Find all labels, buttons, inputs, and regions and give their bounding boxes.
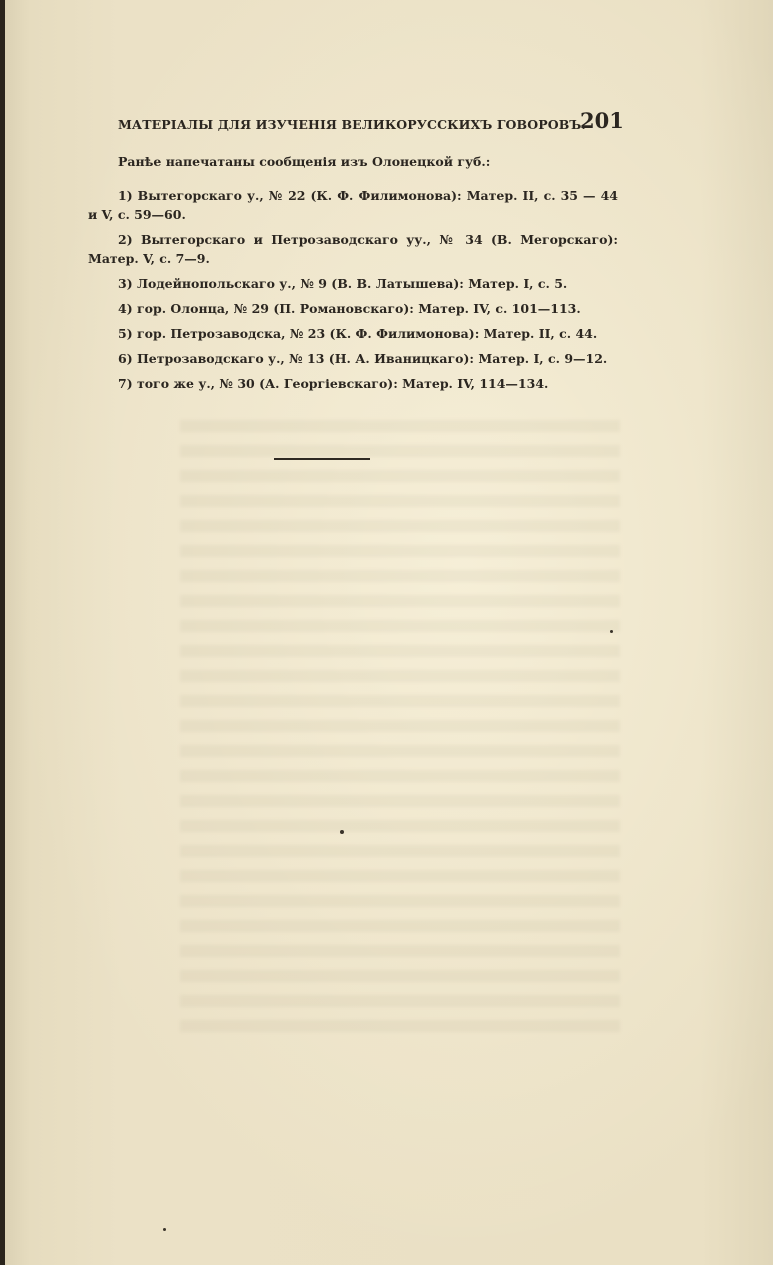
list-item: 3) Лодейнопольскаго у., № 9 (В. В. Латышева): Матер. I, с. 5. xyxy=(118,276,568,291)
list-item: 4) гор. Олонца, № 29 (П. Романовскаго): Матер. IV, с. 101—113. xyxy=(118,301,581,316)
ink-speck xyxy=(610,630,613,633)
ink-speck xyxy=(163,1228,166,1231)
running-title: МАТЕРІАЛЫ ДЛЯ ИЗУЧЕНІЯ ВЕЛИКОРУССКИХЪ ГОВОРОВЪ. xyxy=(118,117,586,132)
list-item: 6) Петрозаводскаго у., № 13 (Н. А. Иваницкаго): Матер. I, с. 9—12. xyxy=(118,351,608,366)
list-item: 7) того же у., № 30 (А. Георгіевскаго): Матер. IV, 114—134. xyxy=(118,376,549,391)
list-item: 1) Вытегорскаго у., № 22 (К. Ф. Филимонова): Матер. II, с. 35 — 44 и V, с. 59—60. xyxy=(88,188,618,222)
section-divider-rule xyxy=(274,458,370,460)
page-binding-edge xyxy=(0,0,5,1265)
running-header xyxy=(118,108,624,134)
intro-line: Ранѣе напечатаны сообщенія изъ Олонецкой губ.: xyxy=(118,154,491,169)
source-list xyxy=(88,186,618,399)
list-item: 2) Вытегорскаго и Петрозаводскаго уу., № 34 (В. Мегорскаго): Матер. V, с. 7—9. xyxy=(88,232,618,266)
page-number: 201 xyxy=(580,108,624,133)
bleed-through-texture xyxy=(180,420,620,1040)
list-item: 5) гор. Петрозаводска, № 23 (К. Ф. Филимонова): Матер. II, с. 44. xyxy=(118,326,598,341)
ink-speck xyxy=(340,830,344,834)
